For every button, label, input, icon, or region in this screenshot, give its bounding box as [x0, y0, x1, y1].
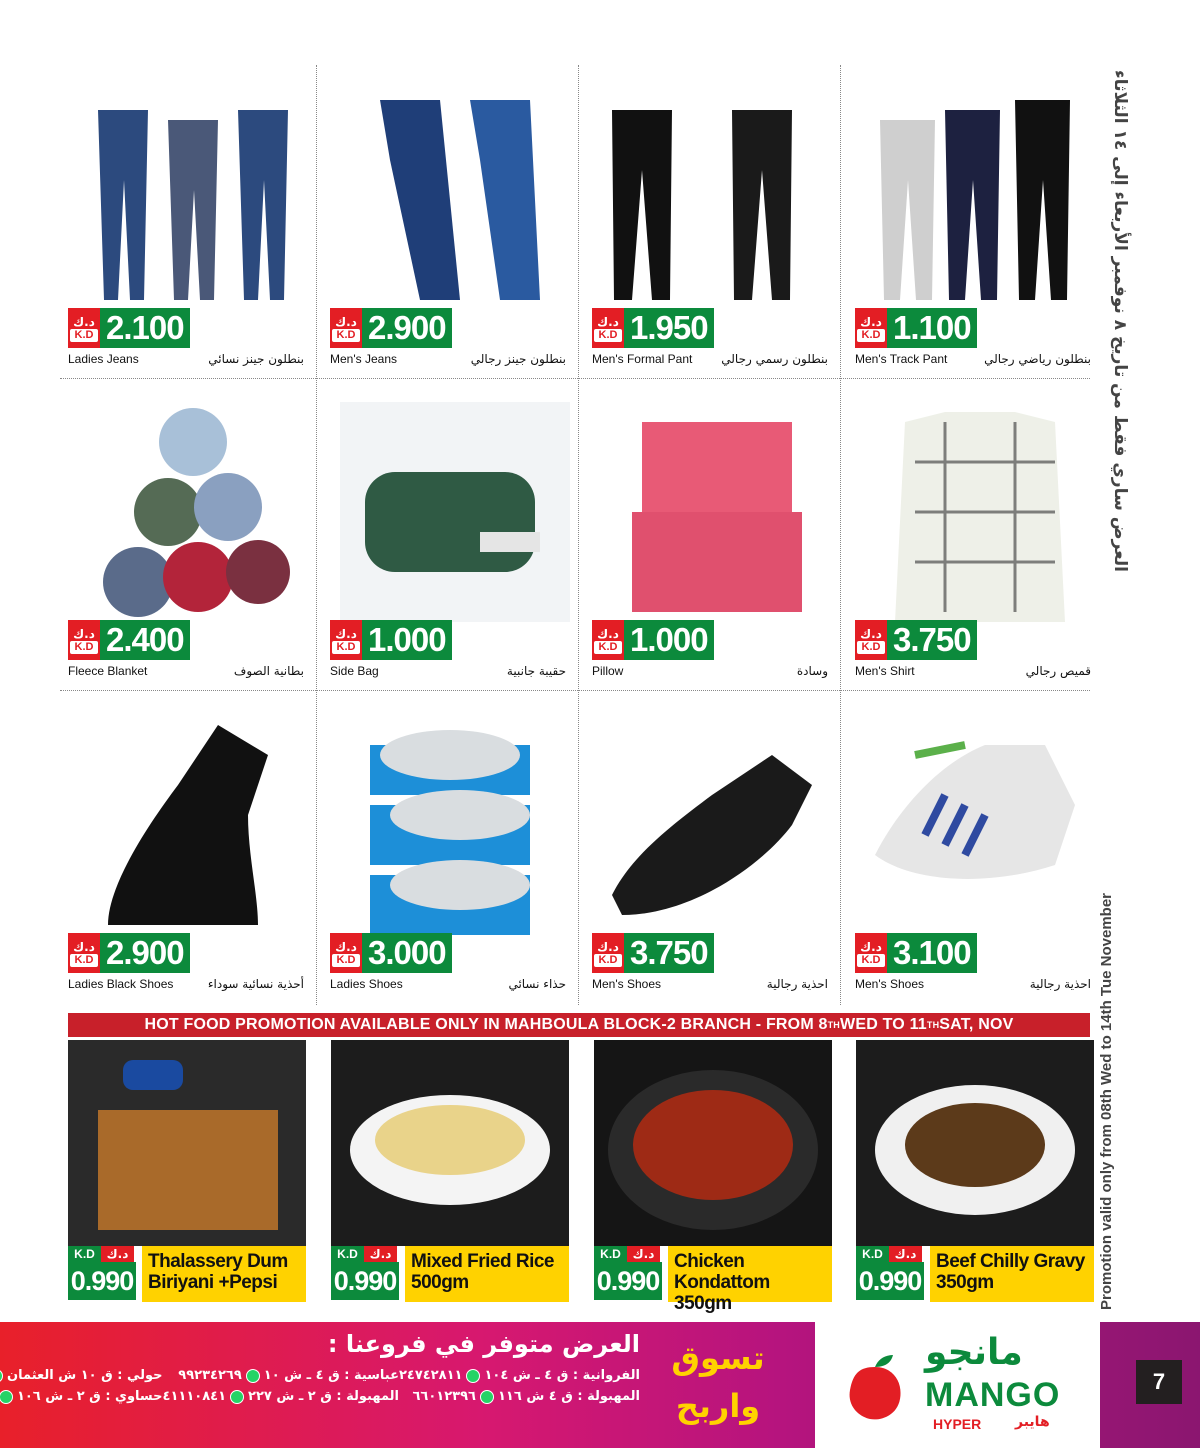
page-number: 7: [1136, 1360, 1182, 1404]
price-value: 0.990: [594, 1262, 662, 1300]
price-value: 1.100: [887, 308, 977, 348]
currency-badge: د.ك K.D: [592, 308, 624, 348]
biriyani-image: [68, 1040, 306, 1246]
price-value: 3.750: [624, 933, 714, 973]
price-tag: [330, 933, 452, 973]
product-name-ar: بنطلون جينز نسائي: [208, 352, 304, 366]
product-card-mens-formal-shoes[interactable]: [592, 705, 842, 1005]
price-value: 1.000: [624, 620, 714, 660]
shirt-image: [865, 402, 1095, 622]
currency-badge: د.ك K.D: [68, 308, 100, 348]
product-name-ar: أحذية نسائية سوداء: [207, 977, 304, 991]
product-card-formal-pant[interactable]: [592, 80, 842, 380]
side-bag-image: [340, 402, 570, 622]
product-card-side-bag[interactable]: [330, 392, 580, 692]
slogan: تسوق واربح: [671, 1339, 765, 1425]
product-card-ladies-jeans[interactable]: [68, 80, 318, 380]
price-value: 3.750: [887, 620, 977, 660]
food-price-tag: K.D د.ك 0.990: [594, 1246, 666, 1302]
price-value: 0.990: [856, 1262, 924, 1300]
price-tag: [68, 308, 190, 348]
price-value: 0.990: [68, 1262, 136, 1300]
currency-badge: د.ك K.D: [855, 308, 887, 348]
currency-badge: د.ك K.D: [592, 933, 624, 973]
currency-badge: د.ك K.D: [68, 933, 100, 973]
product-name-en: Men's Shirt: [855, 664, 915, 678]
product-name-ar: حقيبة جانبية: [506, 664, 566, 678]
footer: [0, 1322, 1200, 1448]
beef-image: [856, 1040, 1094, 1246]
currency-badge: د.ك K.D: [330, 308, 362, 348]
food-name: Mixed Fried Rice 500gm: [405, 1246, 569, 1302]
currency-badge: د.ك K.D: [330, 620, 362, 660]
product-name-ar: وسادة: [796, 664, 828, 678]
whatsapp-icon: [466, 1369, 480, 1383]
whatsapp-icon: [480, 1390, 494, 1404]
product-name-ar: قميص رجالي: [1025, 664, 1091, 678]
branch-item: المهبولة : ق ٢ ـ ش ٢٢٧ ٤١١١٠٨٤١: [162, 1389, 399, 1404]
currency-badge: د.ك K.D: [855, 933, 887, 973]
sport-shoe-image: [865, 715, 1095, 935]
product-card-mens-sport-shoes[interactable]: [855, 705, 1105, 1005]
food-name: Beef Chilly Gravy 350gm: [930, 1246, 1094, 1302]
product-name-en: Men's Track Pant: [855, 352, 948, 366]
mango-logo: مانجو MANGO HYPER هايبر: [815, 1322, 1100, 1448]
product-name-en: Ladies Shoes: [330, 977, 403, 991]
whatsapp-icon: [0, 1369, 3, 1383]
food-card-fried-rice[interactable]: [331, 1040, 569, 1302]
mango-fruit-icon: [845, 1352, 905, 1422]
branch-item: الفروانية : ق ٤ ـ ش ١٠٤ ٢٤٧٤٢٨١١: [399, 1368, 640, 1383]
product-name-en: Men's Formal Pant: [592, 352, 693, 366]
product-name-en: Men's Shoes: [855, 977, 924, 991]
product-name-ar: بنطلون جينز رجالي: [470, 352, 566, 366]
chicken-image: [594, 1040, 832, 1246]
currency-badge: د.ك K.D: [592, 620, 624, 660]
currency-badge: د.ك K.D: [855, 620, 887, 660]
food-card-biriyani[interactable]: [68, 1040, 306, 1302]
branch-item: حولي : ق ١٠ ش العثمان: [0, 1368, 163, 1383]
food-price-tag: K.D د.ك 0.990: [856, 1246, 928, 1302]
price-tag: [592, 620, 714, 660]
price-tag: [68, 620, 190, 660]
whatsapp-icon: [0, 1390, 13, 1404]
fried-rice-image: [331, 1040, 569, 1246]
price-tag: [330, 620, 452, 660]
food-price-tag: K.D د.ك 0.990: [68, 1246, 140, 1302]
whatsapp-icon: [230, 1390, 244, 1404]
product-name-en: Men's Shoes: [592, 977, 661, 991]
ladies-shoes-image: [340, 715, 570, 935]
product-name-ar: بنطلون رسمي رجالي: [721, 352, 828, 366]
food-card-beef-chilly[interactable]: [856, 1040, 1094, 1302]
product-name-en: Ladies Jeans: [68, 352, 139, 366]
product-card-fleece-blanket[interactable]: [68, 392, 318, 692]
branch-item: المهبولة : ق ٤ ش ١١٦ ٦٦٠١٢٣٩٦: [412, 1389, 640, 1404]
price-tag: [855, 308, 977, 348]
black-shoe-image: [78, 715, 308, 935]
track-pants-image: [865, 90, 1095, 310]
product-name-ar: بطانية الصوف: [233, 664, 304, 678]
product-name-ar: حذاء نسائي: [508, 977, 566, 991]
product-name-en: Fleece Blanket: [68, 664, 148, 678]
food-card-chicken-kondattom[interactable]: [594, 1040, 832, 1314]
price-tag: [855, 933, 977, 973]
price-value: 2.100: [100, 308, 190, 348]
food-name: Chicken Kondattom 350gm: [668, 1246, 832, 1302]
pillow-image: [602, 402, 832, 622]
price-value: 3.000: [362, 933, 452, 973]
formal-shoe-image: [602, 715, 832, 935]
price-value: 1.000: [362, 620, 452, 660]
price-value: 2.400: [100, 620, 190, 660]
product-name-ar: بنطلون رياضي رجالي: [984, 352, 1091, 366]
price-tag: [855, 620, 977, 660]
product-card-ladies-black-shoes[interactable]: [68, 705, 318, 1005]
price-value: 2.900: [100, 933, 190, 973]
price-value: 0.990: [331, 1262, 399, 1300]
ladies-jeans-image: [78, 90, 308, 310]
product-name-en: Pillow: [592, 664, 624, 678]
product-name-en: Ladies Black Shoes: [68, 977, 174, 991]
product-card-pillow[interactable]: [592, 392, 842, 692]
product-card-ladies-shoes[interactable]: [330, 705, 580, 1005]
branches-title: العرض متوفر في فروعنا :: [327, 1330, 640, 1358]
price-tag: [68, 933, 190, 973]
currency-badge: د.ك K.D: [330, 933, 362, 973]
blanket-image: [78, 402, 308, 622]
side-validity-english: Promotion valid only from 08th Wed to 14th Tue November: [1098, 893, 1115, 1310]
price-tag: [592, 308, 714, 348]
formal-pants-image: [602, 90, 832, 310]
product-card-track-pant[interactable]: [855, 80, 1105, 380]
price-value: 3.100: [887, 933, 977, 973]
product-card-mens-shirt[interactable]: [855, 392, 1105, 692]
hot-food-banner: HOT FOOD PROMOTION AVAILABLE ONLY IN MAHBOULA BLOCK-2 BRANCH - FROM 8 TH WED TO 11 TH SAT, NOV: [68, 1013, 1090, 1037]
product-name-en: Side Bag: [330, 664, 379, 678]
branch-item: عباسية : ق ٤ ـ ش ١٠ ٩٩٢٣٤٢٦٩: [178, 1368, 399, 1383]
product-name-ar: احذية رجالية: [766, 977, 828, 991]
food-name: Thalassery Dum Biriyani +Pepsi: [142, 1246, 306, 1302]
branch-list: [7, 1368, 640, 1404]
product-card-mens-jeans[interactable]: [330, 80, 580, 380]
side-validity-arabic: العرض ساري فقط من تاريخ ٨ نوفمبر الأربعاء إلى ١٤ الثلاثاء: [1110, 70, 1130, 572]
price-tag: [330, 308, 452, 348]
food-price-tag: K.D د.ك 0.990: [331, 1246, 403, 1302]
price-value: 2.900: [362, 308, 452, 348]
mens-jeans-image: [340, 90, 570, 310]
product-name-ar: احذية رجالية: [1029, 977, 1091, 991]
whatsapp-icon: [246, 1369, 260, 1383]
product-name-en: Men's Jeans: [330, 352, 397, 366]
currency-badge: د.ك K.D: [68, 620, 100, 660]
branch-item: حساوي : ق ٢ ـ ش ١٠٦: [0, 1389, 163, 1404]
price-value: 1.950: [624, 308, 714, 348]
price-tag: [592, 933, 714, 973]
